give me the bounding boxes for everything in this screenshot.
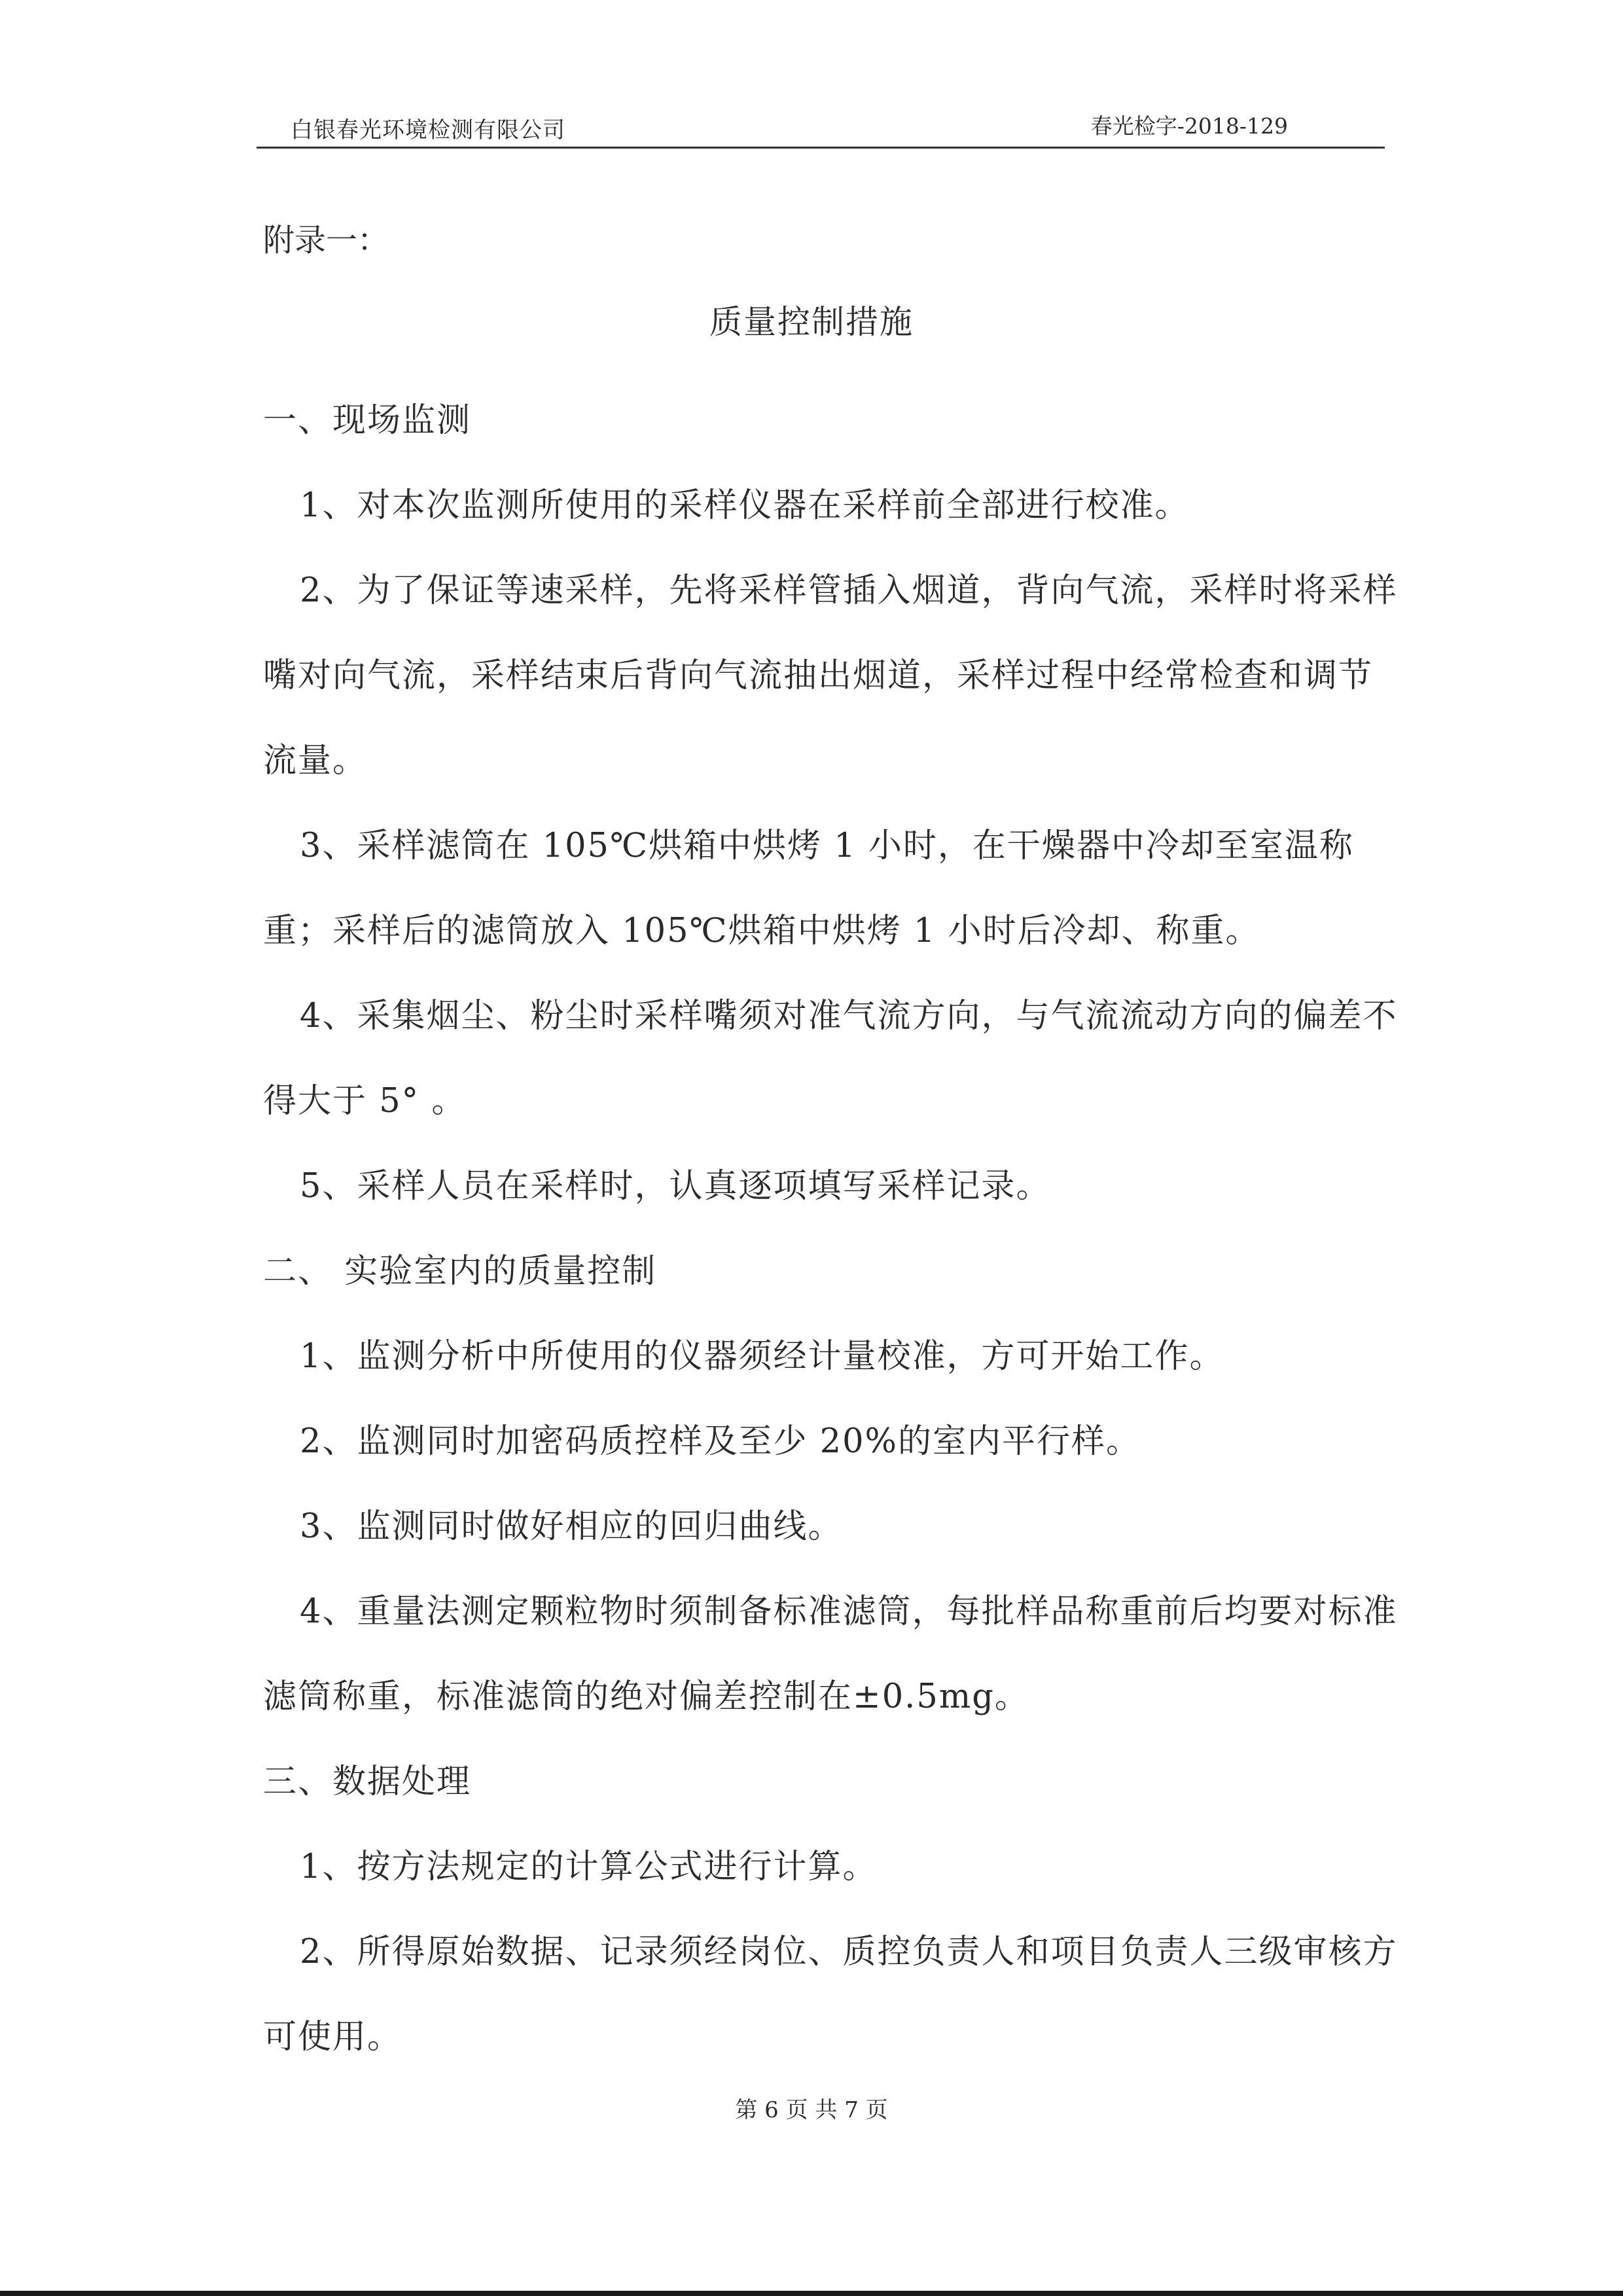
document-title: 质量控制措施 xyxy=(709,303,914,341)
paragraph-2-1: 1、监测分析中所使用的仪器须经计量校准，方可开始工作。 xyxy=(300,1337,1224,1376)
page-number: 第 6 页 共 7 页 xyxy=(735,2097,888,2123)
section-heading-lab-quality-control: 二、 实验室内的质量控制 xyxy=(263,1252,657,1291)
paragraph-1-5: 5、采样人员在采样时，认真逐项填写采样记录。 xyxy=(300,1167,1051,1206)
scan-edge xyxy=(0,2291,1623,2296)
page-header xyxy=(257,105,1385,149)
document-body xyxy=(263,378,1402,2080)
company-name: 白银春光环境检测有限公司 xyxy=(291,117,565,143)
appendix-label: 附录一： xyxy=(263,222,389,259)
paragraph-2-3: 3、监测同时做好相应的回归曲线。 xyxy=(300,1507,843,1546)
paragraph-1-2: 2、为了保证等速采样，先将采样管插入烟道，背向气流，采样时将采样嘴对向气流，采样结束后背向气流抽出烟道，采样过程中经常检查和调节流量。 xyxy=(263,571,1398,780)
paragraph-1-1: 1、对本次监测所使用的采样仪器在采样前全部进行校准。 xyxy=(300,486,1190,525)
report-number: 春光检字-2018-129 xyxy=(1090,113,1288,139)
paragraph-2-2: 2、监测同时加密码质控样及至少 20%的室内平行样。 xyxy=(300,1422,1141,1461)
section-heading-data-processing: 三、数据处理 xyxy=(263,1763,472,1801)
paragraph-1-3: 3、采样滤筒在 105℃烘箱中烘烤 1 小时，在干燥器中冷却至室温称重；采样后的滤筒放入 105℃烘箱中烘烤 1 小时后冷却、称重。 xyxy=(263,827,1354,950)
section-heading-field-monitoring: 一、现场监测 xyxy=(263,401,472,440)
paragraph-1-4: 4、采集烟尘、粉尘时采样嘴须对准气流方向，与气流流动方向的偏差不得大于 5° 。 xyxy=(263,997,1398,1121)
paragraph-2-4: 4、重量法测定颗粒物时须制备标准滤筒，每批样品称重前后均要对标准滤筒称重，标准滤筒的绝对偏差控制在±0.5mg。 xyxy=(263,1592,1398,1716)
paragraph-3-1: 1、按方法规定的计算公式进行计算。 xyxy=(300,1848,878,1886)
paragraph-3-2: 2、所得原始数据、记录须经岗位、质控负责人和项目负责人三级审核方可使用。 xyxy=(263,1933,1398,2056)
